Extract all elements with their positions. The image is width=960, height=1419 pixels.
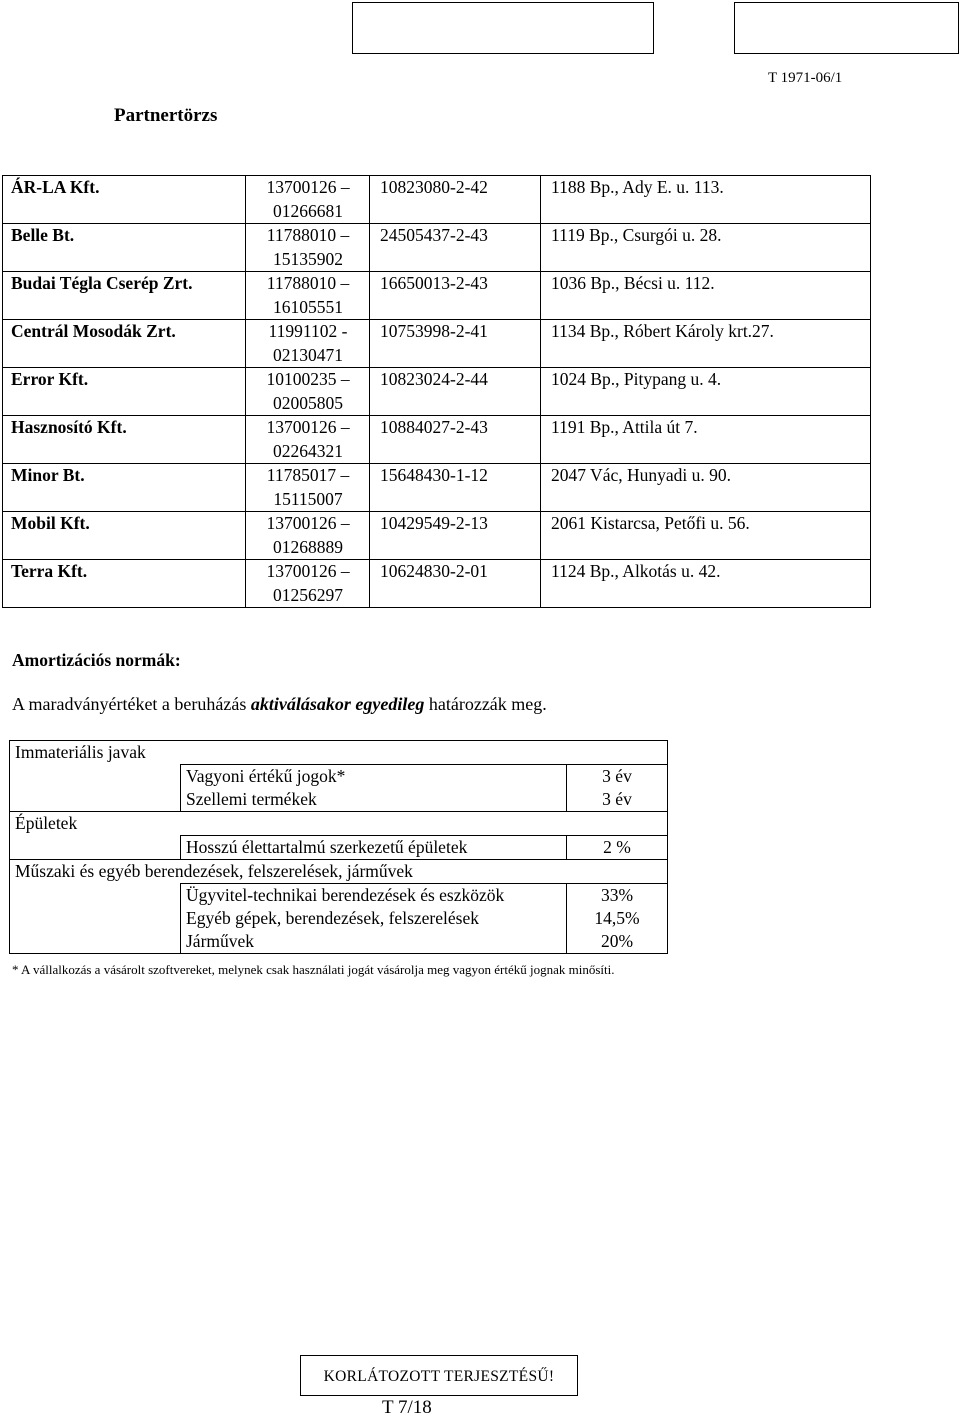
bank-code-part2: 01268889 — [273, 536, 343, 557]
bank-code-part2: 02264321 — [273, 440, 343, 461]
partner-tax-number: 16650013-2-43 — [370, 272, 541, 320]
partner-bank-code — [246, 176, 370, 224]
partner-tax-number: 10624830-2-01 — [370, 560, 541, 608]
norm-item-label: Szellemi termékek — [181, 788, 567, 812]
norm-category-row — [10, 741, 668, 765]
partner-row — [3, 560, 871, 608]
bank-code-part1: 10100235 – — [266, 369, 350, 389]
norm-indent — [10, 836, 181, 860]
norm-item-label: Járművek — [181, 930, 567, 954]
partner-row — [3, 368, 871, 416]
bank-code-part1: 11788010 – — [266, 225, 350, 245]
partner-name: Hasznosító Kft. — [3, 416, 246, 464]
bank-code-part1: 13700126 – — [266, 417, 350, 437]
partner-name: Minor Bt. — [3, 464, 246, 512]
partner-address: 1124 Bp., Alkotás u. 42. — [541, 560, 871, 608]
partner-tax-number: 10753998-2-41 — [370, 320, 541, 368]
norm-category-label: Műszaki és egyéb berendezések, felszerelések, járművek — [10, 860, 668, 884]
norm-indent — [10, 884, 181, 908]
restricted-distribution-stamp: KORLÁTOZOTT TERJESZTÉSŰ! — [300, 1355, 578, 1396]
bank-code-part2: 02130471 — [273, 344, 343, 365]
partner-name: Error Kft. — [3, 368, 246, 416]
norm-item-rate: 3 év — [567, 765, 668, 789]
bank-code-part1: 13700126 – — [266, 513, 350, 533]
partner-table — [2, 175, 871, 608]
partner-bank-code — [246, 368, 370, 416]
partner-tax-number: 15648430-1-12 — [370, 464, 541, 512]
partner-bank-code — [246, 464, 370, 512]
norm-item-row — [10, 836, 668, 860]
partner-name: Budai Tégla Cserép Zrt. — [3, 272, 246, 320]
partner-row — [3, 512, 871, 560]
partner-address: 1024 Bp., Pitypang u. 4. — [541, 368, 871, 416]
residual-value-note — [12, 694, 547, 715]
page-title: Partnertörzs — [114, 105, 218, 126]
partner-name: Terra Kft. — [3, 560, 246, 608]
bank-code-part1: 11788010 – — [266, 273, 350, 293]
partner-bank-code — [246, 512, 370, 560]
norm-indent — [10, 765, 181, 789]
header-box-right — [734, 2, 959, 54]
amortization-title: Amortizációs normák: — [12, 650, 181, 670]
partner-bank-code — [246, 224, 370, 272]
norm-item-rate: 3 év — [567, 788, 668, 812]
note-suffix: határozzák meg. — [424, 694, 547, 714]
norm-category-label: Épületek — [10, 812, 668, 836]
partner-bank-code — [246, 416, 370, 464]
partner-tax-number: 10884027-2-43 — [370, 416, 541, 464]
partner-address: 1191 Bp., Attila út 7. — [541, 416, 871, 464]
norm-item-row — [10, 930, 668, 954]
bank-code-part2: 16105551 — [273, 296, 343, 317]
page-number: T 7/18 — [382, 1397, 432, 1418]
norm-category-label: Immateriális javak — [10, 741, 668, 765]
partner-tax-number: 10823024-2-44 — [370, 368, 541, 416]
bank-code-part2: 01266681 — [273, 200, 343, 221]
note-emphasis: aktiválásakor egyedileg — [250, 694, 425, 714]
norm-item-label: Egyéb gépek, berendezések, felszerelések — [181, 907, 567, 930]
partner-name: Centrál Mosodák Zrt. — [3, 320, 246, 368]
norm-item-row — [10, 765, 668, 789]
document-reference: T 1971-06/1 — [768, 70, 843, 86]
norm-category-row — [10, 860, 668, 884]
norm-indent — [10, 930, 181, 954]
norm-item-label: Ügyvitel-technikai berendezések és eszközök — [181, 884, 567, 908]
partner-tax-number: 24505437-2-43 — [370, 224, 541, 272]
amortization-table — [9, 740, 668, 954]
partner-address: 1119 Bp., Csurgói u. 28. — [541, 224, 871, 272]
bank-code-part2: 02005805 — [273, 392, 343, 413]
footnote: * A vállalkozás a vásárolt szoftvereket, melynek csak használati jogát vásárolja meg vagyon értékű jognak minősíti. — [12, 962, 615, 977]
partner-bank-code — [246, 560, 370, 608]
bank-code-part2: 15115007 — [273, 488, 343, 509]
partner-tax-number: 10823080-2-42 — [370, 176, 541, 224]
partner-row — [3, 464, 871, 512]
bank-code-part1: 11991102 - — [268, 321, 348, 341]
norm-item-rate: 33% — [567, 884, 668, 908]
partner-name: ÁR-LA Kft. — [3, 176, 246, 224]
norm-item-rate: 20% — [567, 930, 668, 954]
partner-address: 1036 Bp., Bécsi u. 112. — [541, 272, 871, 320]
norm-indent — [10, 907, 181, 930]
norm-item-row — [10, 907, 668, 930]
norm-indent — [10, 788, 181, 812]
norm-item-label: Hosszú élettartalmú szerkezetű épületek — [181, 836, 567, 860]
partner-address: 2061 Kistarcsa, Petőfi u. 56. — [541, 512, 871, 560]
partner-row — [3, 320, 871, 368]
note-prefix: A maradványértéket a beruházás — [12, 694, 251, 714]
norm-category-row — [10, 812, 668, 836]
partner-address: 1134 Bp., Róbert Károly krt.27. — [541, 320, 871, 368]
norm-item-rate: 2 % — [567, 836, 668, 860]
bank-code-part1: 13700126 – — [266, 561, 350, 581]
norm-item-rate: 14,5% — [567, 907, 668, 930]
bank-code-part2: 01256297 — [273, 584, 343, 605]
partner-address: 2047 Vác, Hunyadi u. 90. — [541, 464, 871, 512]
norm-item-row — [10, 884, 668, 908]
partner-name: Mobil Kft. — [3, 512, 246, 560]
partner-row — [3, 272, 871, 320]
norm-item-row — [10, 788, 668, 812]
partner-row — [3, 416, 871, 464]
partner-name: Belle Bt. — [3, 224, 246, 272]
partner-bank-code — [246, 272, 370, 320]
partner-row — [3, 176, 871, 224]
partner-bank-code — [246, 320, 370, 368]
bank-code-part1: 13700126 – — [266, 177, 350, 197]
bank-code-part2: 15135902 — [273, 248, 343, 269]
partner-address: 1188 Bp., Ady E. u. 113. — [541, 176, 871, 224]
norm-item-label: Vagyoni értékű jogok* — [181, 765, 567, 789]
partner-row — [3, 224, 871, 272]
bank-code-part1: 11785017 – — [266, 465, 350, 485]
partner-tax-number: 10429549-2-13 — [370, 512, 541, 560]
header-box-left — [352, 2, 654, 54]
